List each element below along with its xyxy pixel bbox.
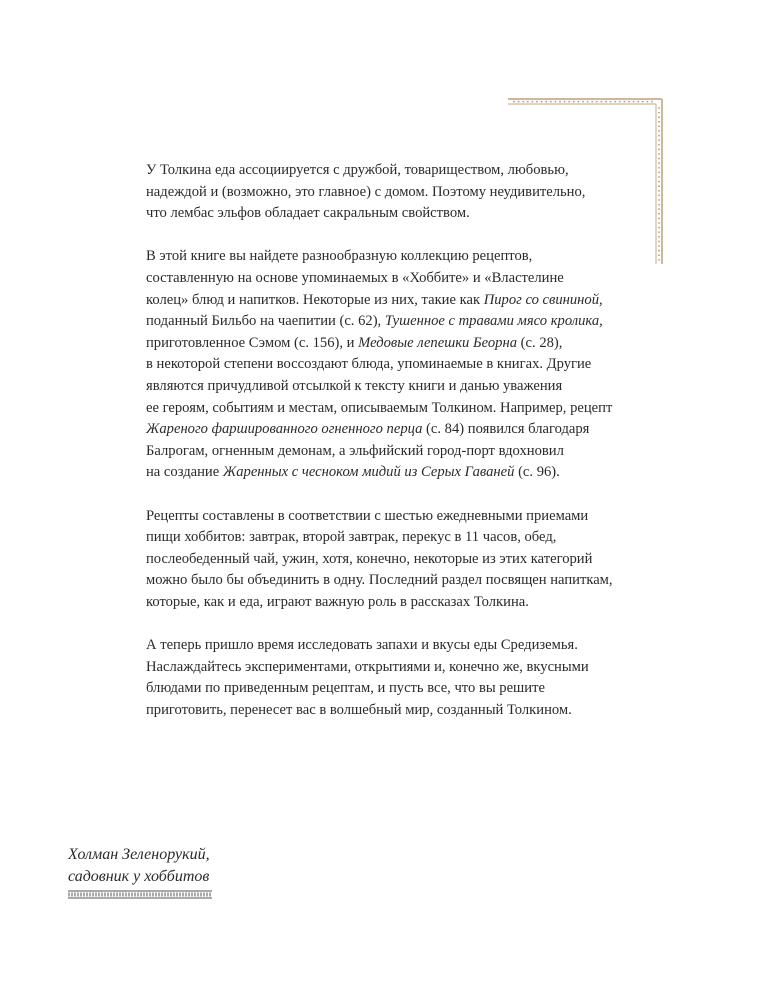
text-run: что лембас эльфов обладает сакральным свойством. [146,205,470,222]
text-line [146,376,616,398]
text-line [146,290,616,312]
paragraph [146,635,616,721]
text-run: Балрогам, огненным демонам, а эльфийский город-порт вдохновил [146,442,564,459]
text-run: которые, как и еда, играют важную роль в рассказах Толкина. [146,593,529,610]
text-line [146,419,616,441]
paragraph [146,160,616,225]
text-run: надеждой и (возможно, это главное) с домом. Поэтому неудивительно, [146,183,586,200]
text-run: пищи хоббитов: завтрак, второй завтрак, перекус в 11 часов, обед, [146,529,557,546]
text-run: в некоторой степени воссоздают блюда, упоминаемые в книгах. Другие [146,356,592,373]
text-line [146,527,616,549]
text-run: (с. 84) появился благодаря [422,421,590,438]
signature-role: садовник у хоббитов [68,868,210,885]
text-run: послеобеденный чай, ужин, хотя, конечно, некоторые из этих категорий [146,550,593,567]
text-line [146,549,616,571]
text-line [146,570,616,592]
paragraph [146,506,616,614]
italic-recipe-title: Медовые лепешки Беорна [358,334,518,351]
text-run: блюдами по приведенным рецептам, и пусть все, что вы решите [146,680,545,697]
italic-recipe-title: Пирог со свининой, [483,291,603,308]
text-line [146,506,616,528]
text-line [146,333,616,355]
signature [68,844,210,888]
text-run: являются причудливой отсылкой к тексту книги и данью уважения [146,377,563,394]
text-run: поданный Бильбо на чаепитии (с. 62), [146,313,385,330]
text-run: колец» блюд и напитков. Некоторые из них, такие как [146,291,484,308]
text-line [146,268,616,290]
text-line [146,462,616,484]
text-run: на создание [146,464,223,481]
italic-recipe-title: Жаренных с чесноком мидий из Серых Гаваней [222,464,515,481]
italic-recipe-title: Тушенное с травами мясо кролика, [384,313,603,330]
text-line [146,441,616,463]
text-run: можно было бы объединить в одну. Последний раздел посвящен напиткам, [146,572,613,589]
text-line [146,160,616,182]
text-run: Рецепты составлены в соответствии с шестью ежедневными приемами [146,507,589,524]
signature-ornament [68,890,212,900]
text-run: (с. 96). [514,464,560,481]
italic-recipe-title: Жареного фаршированного огненного перца [146,421,423,438]
text-line [146,203,616,225]
text-run: составленную на основе упоминаемых в «Хоббите» и «Властелине [146,269,564,286]
text-run: (с. 28), [517,334,563,351]
text-line [146,700,616,722]
text-line [146,182,616,204]
text-line [146,398,616,420]
text-line [146,592,616,614]
text-run: приготовить, перенесет вас в волшебный мир, созданный Толкином. [146,701,572,718]
paragraph [146,246,616,484]
body-text [146,160,616,743]
text-line [146,678,616,700]
text-run: У Толкина еда ассоциируется с дружбой, товариществом, любовью, [146,162,569,178]
text-run: приготовленное Сэмом (с. 156), и [146,334,359,351]
text-line [146,354,616,376]
text-line [146,311,616,333]
text-line [146,246,616,268]
signature-name: Холман Зеленорукий, [68,846,210,863]
text-run: А теперь пришло время исследовать запахи и вкусы еды Средиземья. [146,637,578,654]
text-run: Наслаждайтесь экспериментами, открытиями и, конечно же, вкусными [146,658,589,675]
text-run: В этой книге вы найдете разнообразную коллекцию рецептов, [146,248,533,265]
text-line [146,635,616,657]
text-line [146,657,616,679]
text-run: ее героям, событиям и местам, описываемым Толкином. Например, рецепт [146,399,613,416]
